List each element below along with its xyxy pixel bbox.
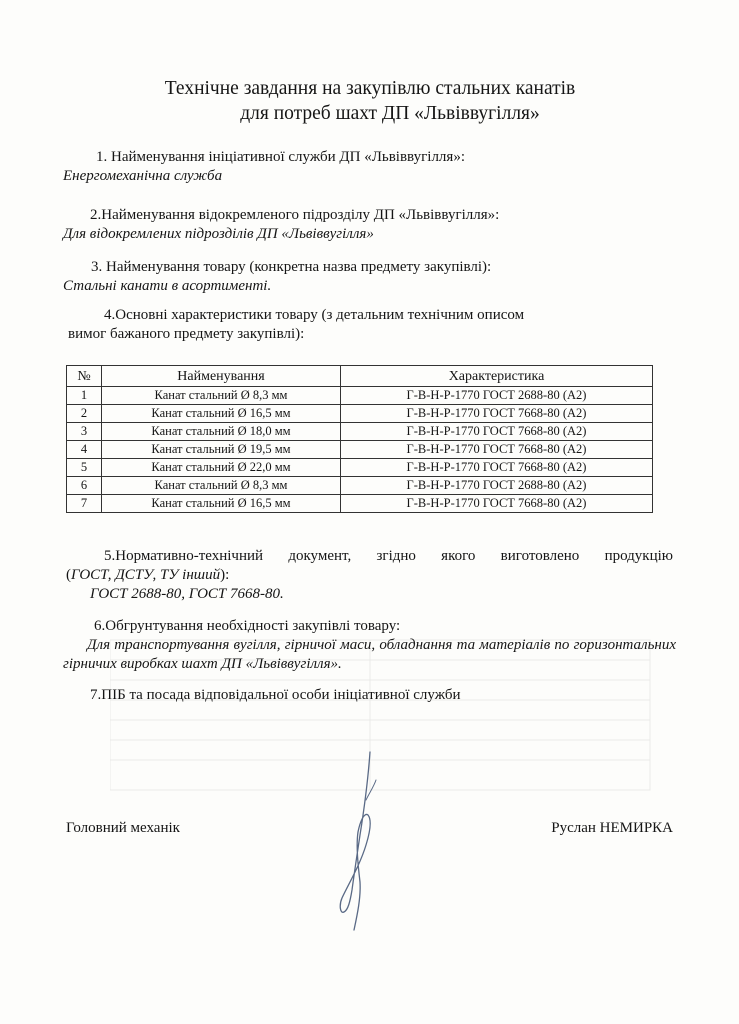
row-num: 3 (67, 423, 102, 441)
row-num: 4 (67, 441, 102, 459)
row-name: Канат стальний Ø 22,0 мм (102, 459, 341, 477)
row-name: Канат стальний Ø 16,5 мм (102, 405, 341, 423)
title-line-2: для потреб шахт ДП «Львіввугілля» (240, 103, 540, 124)
row-num: 1 (67, 387, 102, 405)
handwritten-signature (330, 740, 390, 940)
row-name: Канат стальний Ø 18,0 мм (102, 423, 341, 441)
section-4-heading: 4.Основні характеристики товару (з детальним технічним описом (104, 307, 525, 323)
section-6-value: Для транспортування вугілля, гірничої маси, обладнання та матеріалів по горизонтальних гірничих виробках шахт ДП «Львіввугілля». (63, 637, 676, 672)
section-6 (63, 617, 676, 674)
section-3-value: Стальні канати в асортименті. (63, 278, 272, 294)
spec-table (66, 365, 653, 513)
table-row (67, 405, 653, 423)
table-row (67, 477, 653, 495)
row-char: Г-В-Н-Р-1770 ГОСТ 2688-80 (А2) (341, 477, 653, 495)
row-num: 5 (67, 459, 102, 477)
table-row (67, 495, 653, 513)
row-char: Г-В-Н-Р-1770 ГОСТ 7668-80 (А2) (341, 495, 653, 513)
table-row (67, 423, 653, 441)
section-3-heading: 3. Найменування товару (конкретна назва предмету закупівлі): (91, 259, 492, 275)
row-name: Канат стальний Ø 19,5 мм (102, 441, 341, 459)
section-4-heading-cont: вимог бажаного предмету закупівлі): (68, 326, 305, 342)
section-5-heading: 5.Нормативно-технічний документ, згідно якого виготовлено продукцію (104, 548, 673, 564)
section-5-heading-cont (66, 566, 673, 585)
row-char: Г-В-Н-Р-1770 ГОСТ 7668-80 (А2) (341, 441, 653, 459)
row-char: Г-В-Н-Р-1770 ГОСТ 7668-80 (А2) (341, 405, 653, 423)
row-num: 6 (67, 477, 102, 495)
row-num: 7 (67, 495, 102, 513)
section-2-value: Для відокремлених підрозділів ДП «Львіввугілля» (63, 226, 374, 242)
row-char: Г-В-Н-Р-1770 ГОСТ 2688-80 (А2) (341, 387, 653, 405)
section-5-doc-types: ГОСТ, ДСТУ, ТУ інший (71, 567, 221, 583)
section-7-heading: 7.ПІБ та посада відповідальної особи ініціативної служби (90, 687, 461, 703)
section-5-value: ГОСТ 2688-80, ГОСТ 7668-80. (90, 586, 284, 602)
section-2-heading: 2.Найменування відокремленого підрозділу ДП «Львіввугілля»: (90, 207, 500, 223)
section-6-heading: 6.Обгрунтування необхідності закупівлі товару: (94, 618, 401, 634)
signatory-position: Головний механік (66, 820, 180, 836)
table-row (67, 441, 653, 459)
section-2 (63, 206, 686, 244)
table-row (67, 387, 653, 405)
row-char: Г-В-Н-Р-1770 ГОСТ 7668-80 (А2) (341, 459, 653, 477)
row-name: Канат стальний Ø 8,3 мм (102, 477, 341, 495)
section-3 (63, 258, 686, 296)
section-1 (63, 148, 686, 186)
title-line-1: Технічне завдання на закупівлю стальних канатів (164, 78, 576, 99)
header-name: Найменування (102, 366, 341, 387)
table-header-row (67, 366, 653, 387)
header-num: № (67, 366, 102, 387)
row-name: Канат стальний Ø 16,5 мм (102, 495, 341, 513)
document-title (90, 76, 650, 126)
section-5-paren-close: ): (220, 567, 230, 583)
row-name: Канат стальний Ø 8,3 мм (102, 387, 341, 405)
table-row (67, 459, 653, 477)
row-char: Г-В-Н-Р-1770 ГОСТ 7668-80 (А2) (341, 423, 653, 441)
section-4 (66, 306, 686, 344)
row-num: 2 (67, 405, 102, 423)
header-char: Характеристика (341, 366, 653, 387)
section-1-heading: 1. Найменування ініціативної служби ДП «Львіввугілля»: (96, 149, 465, 165)
section-5-paren-open: ( (66, 567, 71, 583)
section-5 (66, 547, 673, 604)
section-1-value: Енергомеханічна служба (63, 168, 223, 184)
signatory-name: Руслан НЕМИРКА (551, 820, 673, 836)
section-7 (66, 686, 686, 705)
